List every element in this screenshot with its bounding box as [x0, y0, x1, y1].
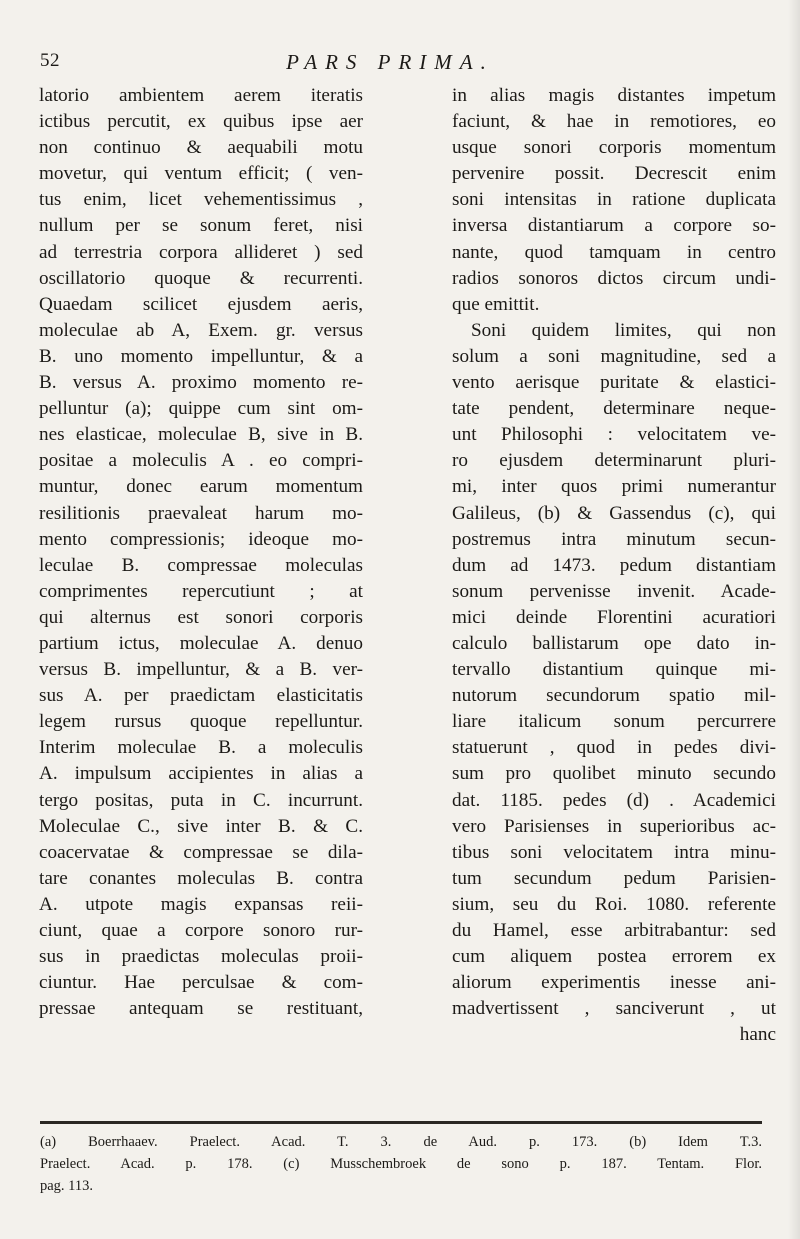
- text-line: dat. 1185. pedes (d) . Academici: [452, 789, 776, 811]
- text-line: postremus intra minutum secun-: [452, 528, 776, 550]
- text-line: tare conantes moleculas B. contra: [39, 867, 363, 889]
- text-line: soni intensitas in ratione duplicata: [452, 189, 776, 211]
- text-line: madvertissent , sanciverunt , ut: [452, 998, 776, 1020]
- text-line: oscillatorio quoque & recurrenti.: [39, 267, 363, 289]
- text-line: ictibus percutit, ex quibus ipse aer: [39, 111, 363, 133]
- text-line: tum secundum pedum Parisien-: [452, 867, 776, 889]
- text-line: sium, seu du Roi. 1080. referente: [452, 893, 776, 915]
- text-line: pressae antequam se restituant,: [39, 998, 363, 1020]
- footnote-line: Praelect. Acad. p. 178. (c) Musschembroek de sono p. 187. Tentam. Flor.: [40, 1156, 762, 1172]
- text-line: Soni quidem limites, qui non: [471, 319, 776, 341]
- text-line: faciunt, & hae in remotiores, eo: [452, 111, 776, 133]
- text-line: B. versus A. proximo momento re-: [39, 372, 363, 394]
- text-line: partium ictus, moleculae A. denuo: [39, 632, 363, 654]
- text-line: mi, inter quos primi numerantur: [452, 476, 776, 498]
- text-line: non continuo & aequabili motu: [39, 137, 363, 159]
- text-line: qui alternus est sonori corporis: [39, 606, 363, 628]
- text-line: nes elasticae, moleculae B, sive in B.: [39, 424, 363, 446]
- text-line: in alias magis distantes impetum: [452, 85, 776, 106]
- page-number: 52: [40, 50, 60, 71]
- text-line: cum aliquem postea errorem ex: [452, 946, 776, 968]
- text-line: movetur, qui ventum efficit; ( ven-: [39, 163, 363, 185]
- text-line: ciuntur. Hae perculsae & com-: [39, 972, 363, 994]
- text-line: tibus soni velocitatem intra minu-: [452, 841, 776, 863]
- text-line: ciunt, quae a corpore sonoro rur-: [39, 920, 363, 941]
- text-line: Interim moleculae B. a moleculis: [39, 737, 363, 759]
- footnote-line: pag. 113.: [40, 1178, 94, 1194]
- text-line: tus enim, licet vehementissimus ,: [39, 189, 363, 211]
- text-line: liare italicum sonum percurrere: [452, 711, 776, 733]
- text-line: tervallo distantium quinque mi-: [452, 659, 776, 681]
- text-line: Quaedam scilicet ejusdem aeris,: [39, 293, 363, 315]
- text-line: A. impulsum accipientes in alias a: [39, 763, 363, 785]
- text-line: dum ad 1473. pedum distantiam: [452, 554, 776, 576]
- text-line: usque sonori corporis momentum: [452, 137, 776, 159]
- text-line: sum pro quolibet minuto secundo: [452, 763, 776, 785]
- text-line: B. uno momento impelluntur, & a: [39, 345, 363, 367]
- text-line: calculo ballistarum ope dato in-: [452, 632, 776, 654]
- text-line: radios sonoros dictos circum undi-: [452, 267, 776, 289]
- text-line: vero Parisienses in superioribus ac-: [452, 815, 776, 837]
- text-line: que emittit.: [452, 293, 540, 315]
- right-text-column: [452, 83, 776, 1048]
- text-line: legem rursus quoque repelluntur.: [39, 711, 363, 733]
- text-line: ad terrestria corpora allideret ) sed: [39, 241, 363, 263]
- text-line: pervenire possit. Decrescit enim: [452, 163, 776, 185]
- text-line: leculae B. compressae moleculas: [39, 554, 363, 576]
- text-line: sus in praedictas moleculas proii-: [39, 946, 363, 968]
- text-line: Galileus, (b) & Gassendus (c), qui: [452, 502, 776, 524]
- text-line: nutorum secundorum spatio mil-: [452, 685, 776, 707]
- text-line: nante, quod tamquam in centro: [452, 241, 776, 263]
- text-line: inversa distantiarum a corpore so-: [452, 215, 776, 237]
- text-line: muntur, donec earum momentum: [39, 476, 363, 498]
- text-line: vento aerisque puritate & elastici-: [452, 372, 776, 394]
- text-line: positae a moleculis A . eo compri-: [39, 450, 363, 472]
- text-line: versus B. impelluntur, & a B. ver-: [39, 659, 363, 681]
- text-line: comprimentes repercutiunt ; at: [39, 580, 363, 602]
- text-line: resilitionis praevaleat harum mo-: [39, 502, 363, 524]
- text-line: A. utpote magis expansas reii-: [39, 893, 363, 915]
- text-line: aliorum experimentis inesse ani-: [452, 972, 776, 994]
- text-line: tate pendent, determinare neque-: [452, 398, 776, 420]
- left-text-column: [39, 83, 363, 1022]
- text-line: statuerunt , quod in pedes divi-: [452, 737, 776, 759]
- text-line: mici deinde Florentini acuratiori: [452, 606, 776, 628]
- text-line: pelluntur (a); quippe cum sint om-: [39, 398, 363, 420]
- text-line: ro ejusdem determinarunt pluri-: [452, 450, 776, 472]
- text-line: Moleculae C., sive inter B. & C.: [39, 815, 363, 837]
- text-line: tergo positas, puta in C. incurrunt.: [39, 789, 363, 811]
- text-line: du Hamel, esse arbitrabantur: sed: [452, 920, 776, 941]
- page-edge-shadow: [788, 0, 800, 1239]
- footnote-line: (a) Boerrhaaev. Praelect. Acad. T. 3. de Aud. p. 173. (b) Idem T.3.: [40, 1134, 762, 1150]
- text-line: latorio ambientem aerem iteratis: [39, 85, 363, 106]
- page-header: [40, 50, 740, 82]
- text-line: unt Philosophi : velocitatem ve-: [452, 424, 776, 446]
- text-line: sus A. per praedictam elasticitatis: [39, 685, 363, 707]
- footnotes: [40, 1131, 762, 1197]
- text-line: nullum per se sonum feret, nisi: [39, 215, 363, 237]
- running-head: PARS PRIMA.: [286, 50, 494, 74]
- text-line: moleculae ab A, Exem. gr. versus: [39, 319, 363, 341]
- footnote-rule: [40, 1121, 762, 1124]
- text-line: sonum pervenisse invenit. Acade-: [452, 580, 776, 602]
- text-line: solum a soni magnitudine, sed a: [452, 345, 776, 367]
- catchword: hanc: [739, 1024, 776, 1046]
- text-line: coacervatae & compressae se dila-: [39, 841, 363, 863]
- text-line: mento compressionis; ideoque mo-: [39, 528, 363, 550]
